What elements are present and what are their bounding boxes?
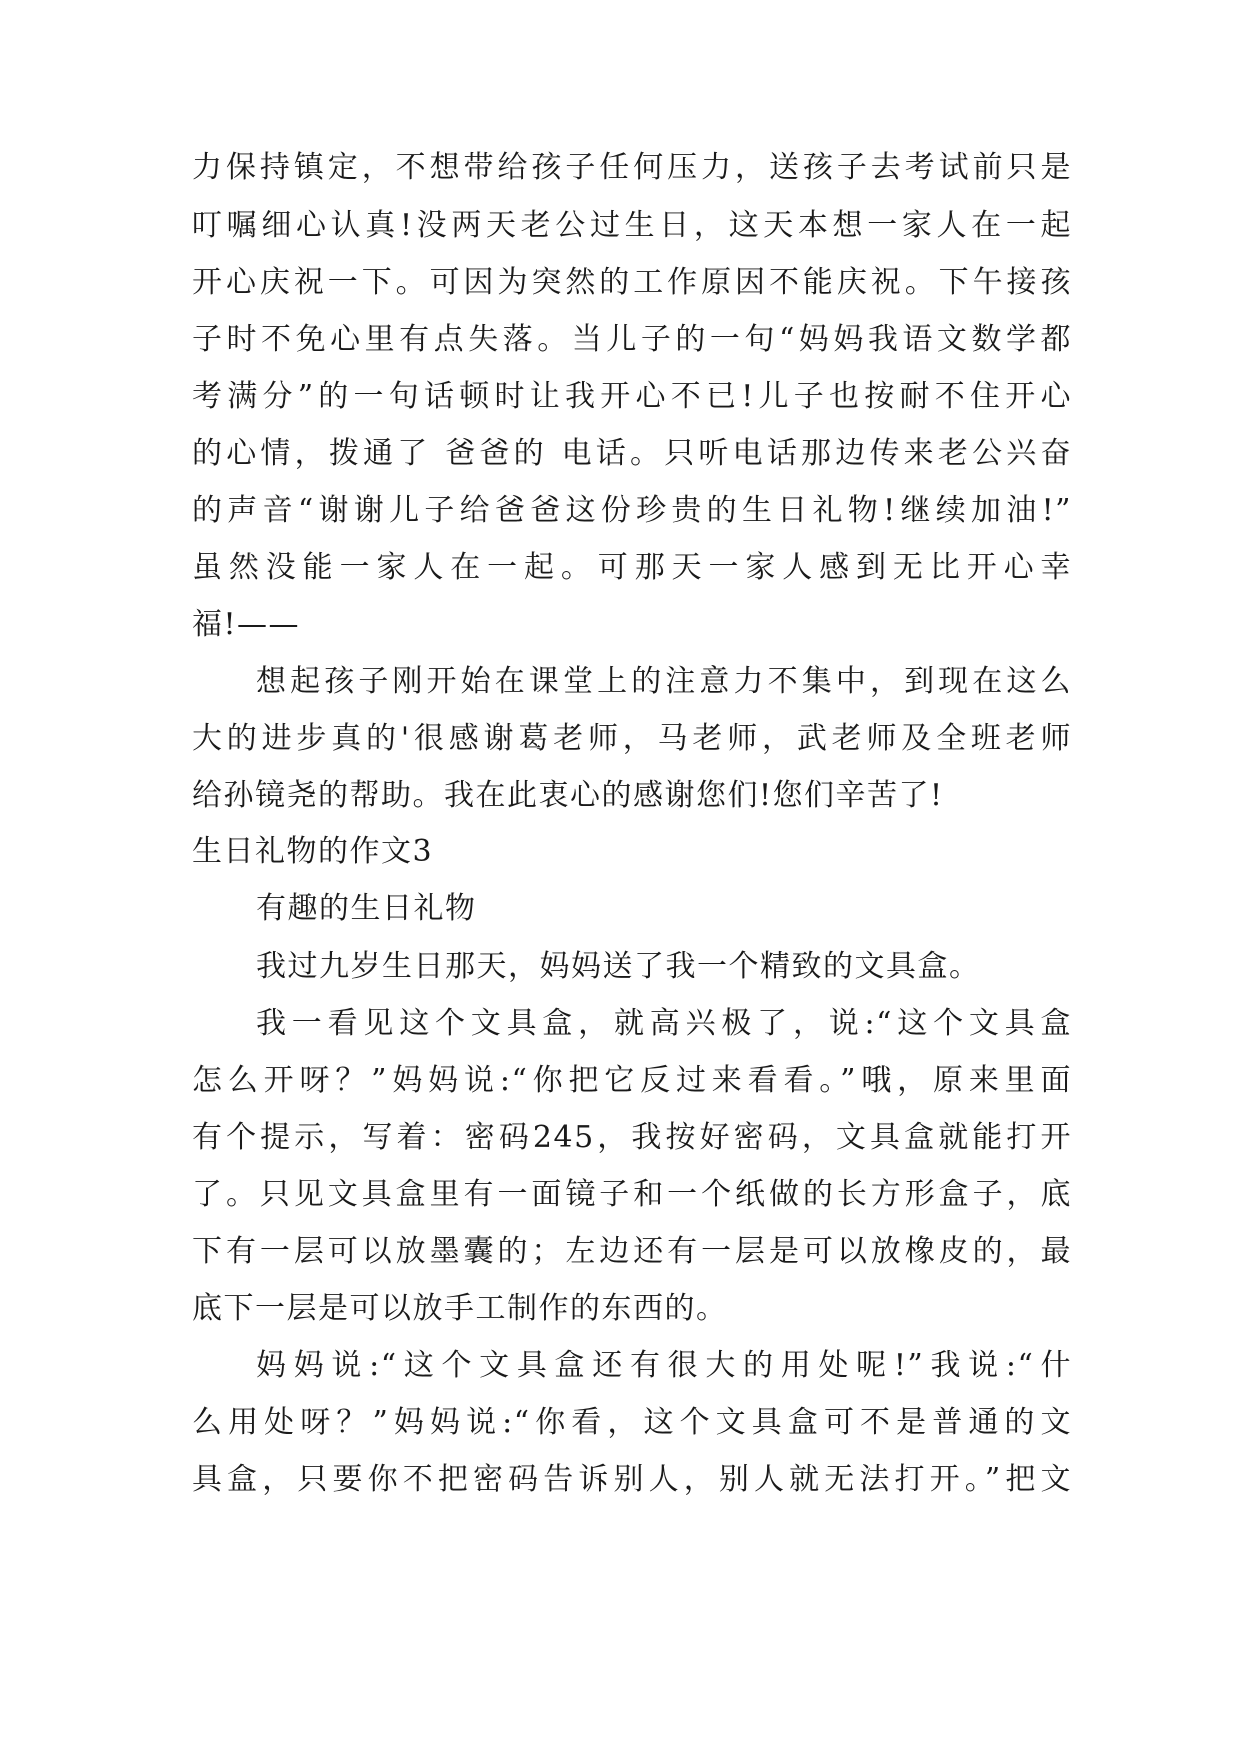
text-line: 底下一层是可以放手工制作的东西的。 [192,1291,728,1326]
text-line: 下有一层可以放墨囊的；左边还有一层是可以放橡皮的，最 [192,1234,1072,1269]
text-line: 的声音“谢谢儿子给爸爸这份珍贵的生日礼物!继续加油!” [192,493,1072,528]
text-line: 我一看见这个文具盒，就高兴极了，说:“这个文具盒 [256,1006,1072,1041]
text-line: 子时不免心里有点失落。当儿子的一句“妈妈我语文数学都 [192,322,1072,357]
text-line: 怎么开呀？”妈妈说:“你把它反过来看看。”哦，原来里面 [192,1063,1072,1098]
text-line: 叮嘱细心认真!没两天老公过生日，这天本想一家人在一起 [192,208,1072,243]
text-line: 福!—— [192,607,301,642]
text-line: 的心情，拨通了 爸爸的 电话。只听电话那边传来老公兴奋 [192,436,1072,471]
text-line: 想起孩子刚开始在课堂上的注意力不集中，到现在这么 [256,664,1072,699]
text-line: 虽然没能一家人在一起。可那天一家人感到无比开心幸 [192,550,1072,585]
text-line: 大的进步真的'很感谢葛老师，马老师，武老师及全班老师 [192,721,1072,756]
essay-title: 有趣的生日礼物 [256,891,477,926]
text-line: 么用处呀？”妈妈说:“你看，这个文具盒可不是普通的文 [192,1405,1072,1440]
text-line: 我过九岁生日那天，妈妈送了我一个精致的文具盒。 [256,949,981,984]
text-line: 给孙镜尧的帮助。我在此衷心的感谢您们!您们辛苦了! [192,778,944,813]
text-line: 了。只见文具盒里有一面镜子和一个纸做的长方形盒子，底 [192,1177,1072,1212]
section-heading: 生日礼物的作文3 [192,834,434,869]
text-line: 力保持镇定，不想带给孩子任何压力，送孩子去考试前只是 [192,150,1072,185]
text-line: 考满分”的一句话顿时让我开心不已!儿子也按耐不住开心 [192,379,1072,414]
text-line: 开心庆祝一下。可因为突然的工作原因不能庆祝。下午接孩 [192,265,1072,300]
text-line: 妈妈说:“这个文具盒还有很大的用处呢!”我说:“什 [256,1348,1072,1383]
text-line: 有个提示，写着：密码245，我按好密码，文具盒就能打开 [192,1120,1072,1155]
text-line: 具盒，只要你不把密码告诉别人，别人就无法打开。”把文 [192,1462,1072,1497]
